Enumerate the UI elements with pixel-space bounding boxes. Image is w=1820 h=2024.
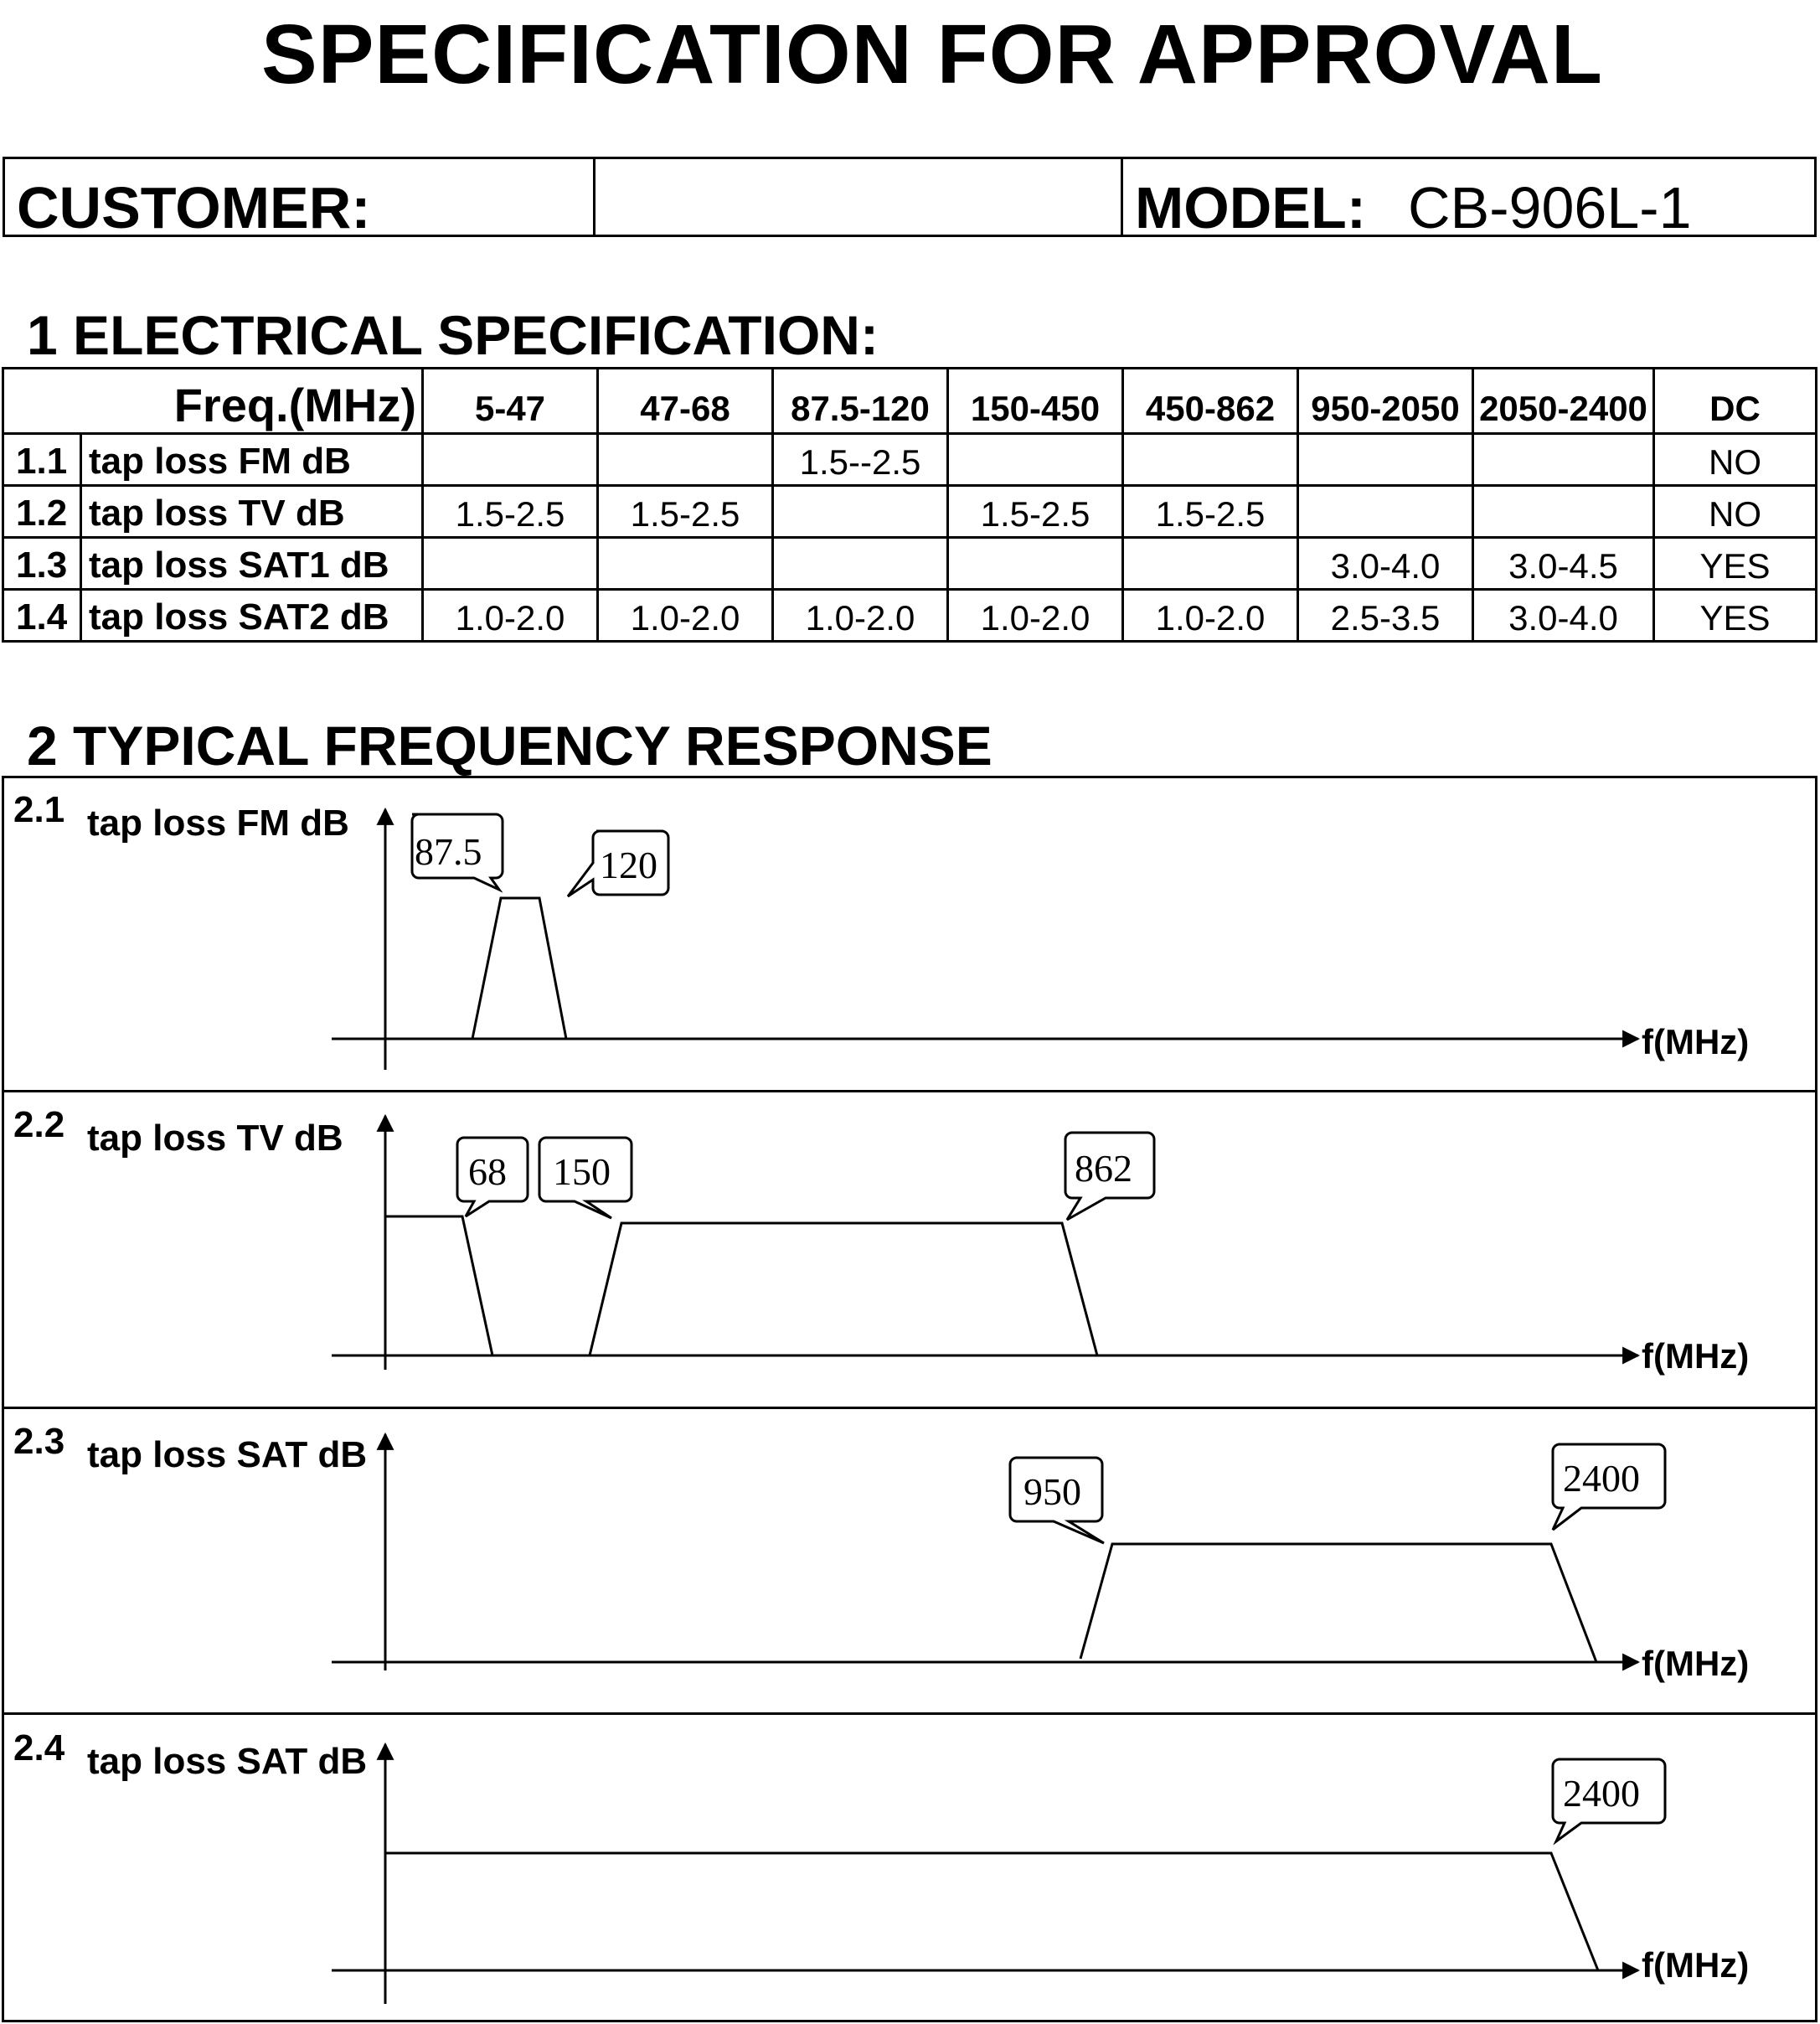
panel-title: tap loss SAT dB <box>87 1741 368 1782</box>
callout-label: 120 <box>600 844 657 886</box>
callout-label: 68 <box>468 1150 507 1193</box>
response-curve <box>590 1223 1097 1355</box>
table-cell: YES <box>1654 590 1817 642</box>
col-header: 450-862 <box>1123 369 1298 434</box>
panel-number: 2.1 <box>13 789 65 830</box>
table-cell: NO <box>1654 434 1817 486</box>
response-curve <box>472 898 566 1039</box>
table-cell: YES <box>1654 538 1817 590</box>
response-curve <box>385 1853 1598 1970</box>
col-header: DC <box>1654 369 1817 434</box>
panel-title: tap loss FM dB <box>87 803 349 844</box>
x-axis-label: f(MHz) <box>1642 1644 1750 1683</box>
row-name: tap loss TV dB <box>81 486 423 538</box>
table-cell: 3.0-4.0 <box>1473 590 1654 642</box>
row-number: 1.1 <box>3 434 81 486</box>
table-cell: 1.5-2.5 <box>1123 486 1298 538</box>
col-header: 5-47 <box>423 369 598 434</box>
x-axis-label: f(MHz) <box>1642 1945 1750 1985</box>
freq-header: Freq.(MHz) <box>3 369 423 434</box>
table-cell: 1.5-2.5 <box>423 486 598 538</box>
table-cell: 1.5--2.5 <box>773 434 948 486</box>
table-cell: 1.0-2.0 <box>598 590 773 642</box>
table-cell: 1.0-2.0 <box>423 590 598 642</box>
customer-label: CUSTOMER: <box>17 175 371 240</box>
model-value: CB-906L-1 <box>1408 175 1692 240</box>
response-curve <box>1080 1544 1596 1662</box>
row-number: 1.2 <box>3 486 81 538</box>
row-name: tap loss FM dB <box>81 434 423 486</box>
panel-number: 2.3 <box>13 1421 65 1462</box>
section1-heading: 1 ELECTRICAL SPECIFICATION: <box>27 304 879 366</box>
table-cell: 1.0-2.0 <box>1123 590 1298 642</box>
table-cell: 1.5-2.5 <box>598 486 773 538</box>
page-title: SPECIFICATION FOR APPROVAL <box>261 8 1603 101</box>
panel-number: 2.4 <box>13 1727 65 1768</box>
panel-number: 2.2 <box>13 1104 65 1145</box>
model-label: MODEL: <box>1135 175 1367 240</box>
table-cell: 3.0-4.5 <box>1473 538 1654 590</box>
callout-label: 150 <box>553 1150 611 1193</box>
callout-label: 2400 <box>1563 1772 1640 1815</box>
section2-heading: 2 TYPICAL FREQUENCY RESPONSE <box>27 715 992 777</box>
row-number: 1.3 <box>3 538 81 590</box>
row-name: tap loss SAT1 dB <box>81 538 423 590</box>
callout-label: 87.5 <box>415 830 482 873</box>
table-cell: 2.5-3.5 <box>1298 590 1473 642</box>
x-axis-label: f(MHz) <box>1642 1022 1750 1061</box>
row-name: tap loss SAT2 dB <box>81 590 423 642</box>
x-axis-label: f(MHz) <box>1642 1336 1750 1376</box>
panel-title: tap loss SAT dB <box>87 1434 368 1475</box>
col-header: 87.5-120 <box>773 369 948 434</box>
table-cell: 1.0-2.0 <box>773 590 948 642</box>
col-header: 950-2050 <box>1298 369 1473 434</box>
table-cell: 1.5-2.5 <box>948 486 1123 538</box>
table-cell: NO <box>1654 486 1817 538</box>
response-curve <box>385 1216 492 1355</box>
col-header: 2050-2400 <box>1473 369 1654 434</box>
table-cell: 3.0-4.0 <box>1298 538 1473 590</box>
panel-title: tap loss TV dB <box>87 1118 343 1159</box>
row-number: 1.4 <box>3 590 81 642</box>
col-header: 150-450 <box>948 369 1123 434</box>
callout-label: 950 <box>1023 1470 1081 1513</box>
col-header: 47-68 <box>598 369 773 434</box>
callout-label: 862 <box>1075 1147 1132 1190</box>
table-cell: 1.0-2.0 <box>948 590 1123 642</box>
callout-label: 2400 <box>1563 1457 1640 1500</box>
